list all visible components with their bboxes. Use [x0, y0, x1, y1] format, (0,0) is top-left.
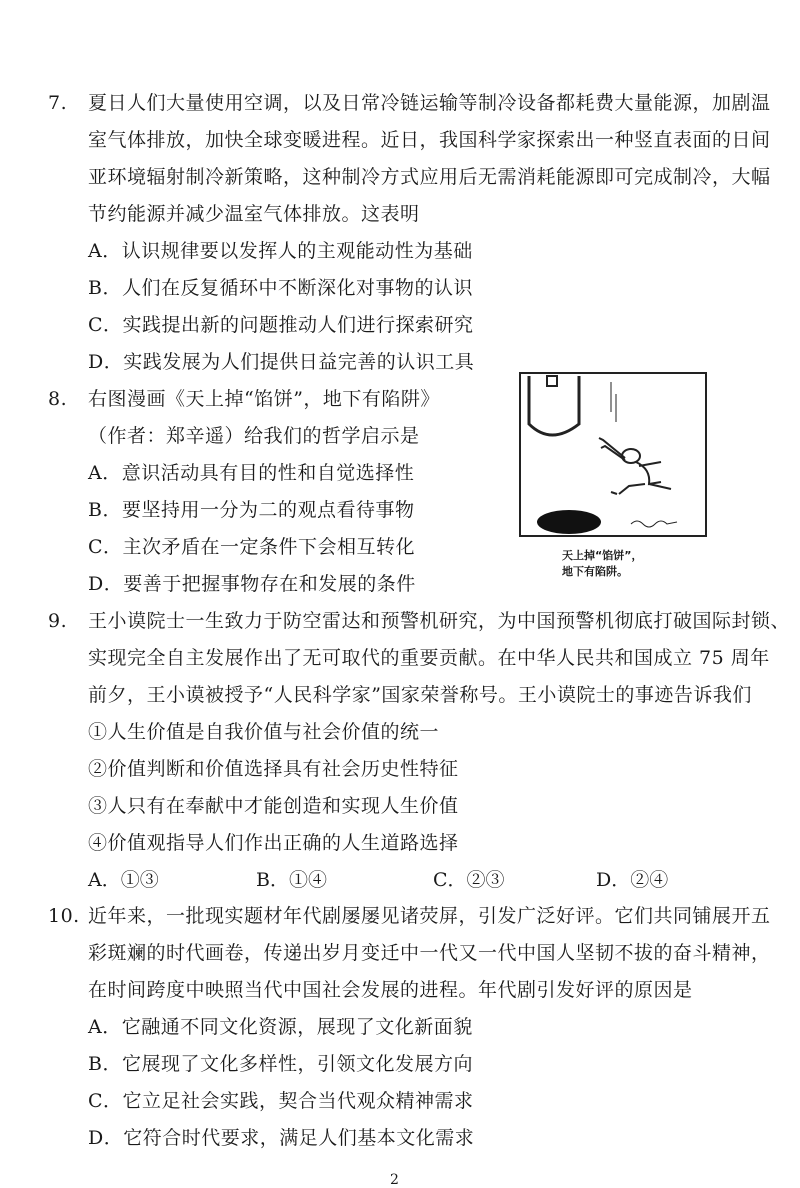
- question-9-choices: [48, 862, 753, 899]
- question-8-option-d: D．要善于把握事物存在和发展的条件: [88, 573, 416, 595]
- question-8-option-b: B．要坚持用一分为二的观点看待事物: [88, 499, 415, 521]
- page-number: 2: [390, 1172, 399, 1188]
- question-7-option-a: A．认识规律要以发挥人的主观能动性为基础: [88, 240, 473, 262]
- pie-mark-shape: [547, 376, 557, 386]
- question-7-line-3: 亚环境辐射制冷新策略，这种制冷方式应用后无需消耗能源即可完成制冷，大幅: [88, 166, 771, 188]
- cartoon-drawing: [521, 374, 705, 535]
- cartoon-image: [519, 372, 707, 537]
- question-10-option-c: C．它立足社会实践，契合当代观众精神需求: [88, 1090, 474, 1112]
- question-7-option-c: C．实践提出新的问题推动人们进行探索研究: [88, 314, 474, 336]
- question-9-statement-4: ④价值观指导人们作出正确的人生道路选择: [88, 832, 459, 854]
- question-7-line-1: 7. 夏日人们大量使用空调，以及日常冷链运输等制冷设备都耗费大量能源，加剧温: [48, 85, 753, 122]
- question-10-number: 10.: [48, 905, 80, 927]
- question-9-line-1: 9. 王小谟院士一生致力于防空雷达和预警机研究，为中国预警机彻底打破国际封锁、: [48, 603, 753, 640]
- question-8: [48, 381, 508, 603]
- cartoon-caption-line-1: 天上掉“馅饼”，: [562, 549, 643, 562]
- question-10-line-1: 10. 近年来，一批现实题材年代剧屡屡见诸荧屏，引发广泛好评。它们共同铺展开五: [48, 898, 753, 935]
- question-9-line-2: 实现完全自主发展作出了无可取代的重要贡献。在中华人民共和国成立 75 周年: [88, 647, 770, 669]
- falling-pie-shape: [529, 376, 579, 435]
- question-9-choice-a: A．①③: [88, 869, 159, 891]
- trap-hole-shape: [537, 510, 601, 534]
- question-9-statement-2: ②价值判断和价值选择具有社会历史性特征: [88, 758, 459, 780]
- cartoon-caption: [562, 548, 702, 580]
- question-8-line-1: 8. 右图漫画《天上掉“馅饼”，地下有陷阱》: [48, 381, 508, 418]
- question-9-choice-b: B．①④: [256, 869, 327, 891]
- question-9-statement-1: ①人生价值是自我价值与社会价值的统一: [88, 721, 440, 743]
- question-10: [48, 898, 771, 1157]
- question-7: [48, 85, 771, 381]
- cartoon-caption-line-2: 地下有陷阱。: [562, 565, 628, 578]
- question-8-number: 8.: [48, 388, 68, 410]
- question-9-line-3: 前夕，王小谟被授予“人民科学家”国家荣誉称号。王小谟院士的事迹告诉我们: [88, 684, 752, 706]
- question-8-line-2: （作者：郑辛遥）给我们的哲学启示是: [88, 425, 420, 447]
- running-person-shape: [599, 438, 671, 494]
- question-7-option-d: D．实践发展为人们提供日益完善的认识工具: [88, 351, 475, 373]
- question-10-line-2: 彩斑斓的时代画卷，传递出岁月变迁中一代又一代中国人坚韧不拔的奋斗精神，: [88, 942, 771, 964]
- signature-shape: [631, 521, 677, 527]
- question-7-line-2: 室气体排放，加快全球变暖进程。近日，我国科学家探索出一种竖直表面的日间: [88, 129, 771, 151]
- question-9-choice-c: C．②③: [433, 869, 505, 891]
- question-10-option-a: A．它融通不同文化资源，展现了文化新面貌: [88, 1016, 473, 1038]
- question-9: [48, 603, 791, 899]
- question-9-number: 9.: [48, 610, 68, 632]
- question-9-choice-d: D．②④: [596, 869, 669, 891]
- question-10-line-3: 在时间跨度中映照当代中国社会发展的进程。年代剧引发好评的原因是: [88, 979, 693, 1001]
- question-7-number: 7.: [48, 92, 68, 114]
- question-9-statement-3: ③人只有在奉献中才能创造和实现人生价值: [88, 795, 459, 817]
- question-10-option-b: B．它展现了文化多样性，引领文化发展方向: [88, 1053, 473, 1075]
- question-7-option-b: B．人们在反复循环中不断深化对事物的认识: [88, 277, 473, 299]
- question-10-option-d: D．它符合时代要求，满足人们基本文化需求: [88, 1127, 475, 1149]
- question-8-option-c: C．主次矛盾在一定条件下会相互转化: [88, 536, 416, 558]
- question-7-line-4: 节约能源并减少温室气体排放。这表明: [88, 203, 420, 225]
- question-8-option-a: A．意识活动具有目的性和自觉选择性: [88, 462, 415, 484]
